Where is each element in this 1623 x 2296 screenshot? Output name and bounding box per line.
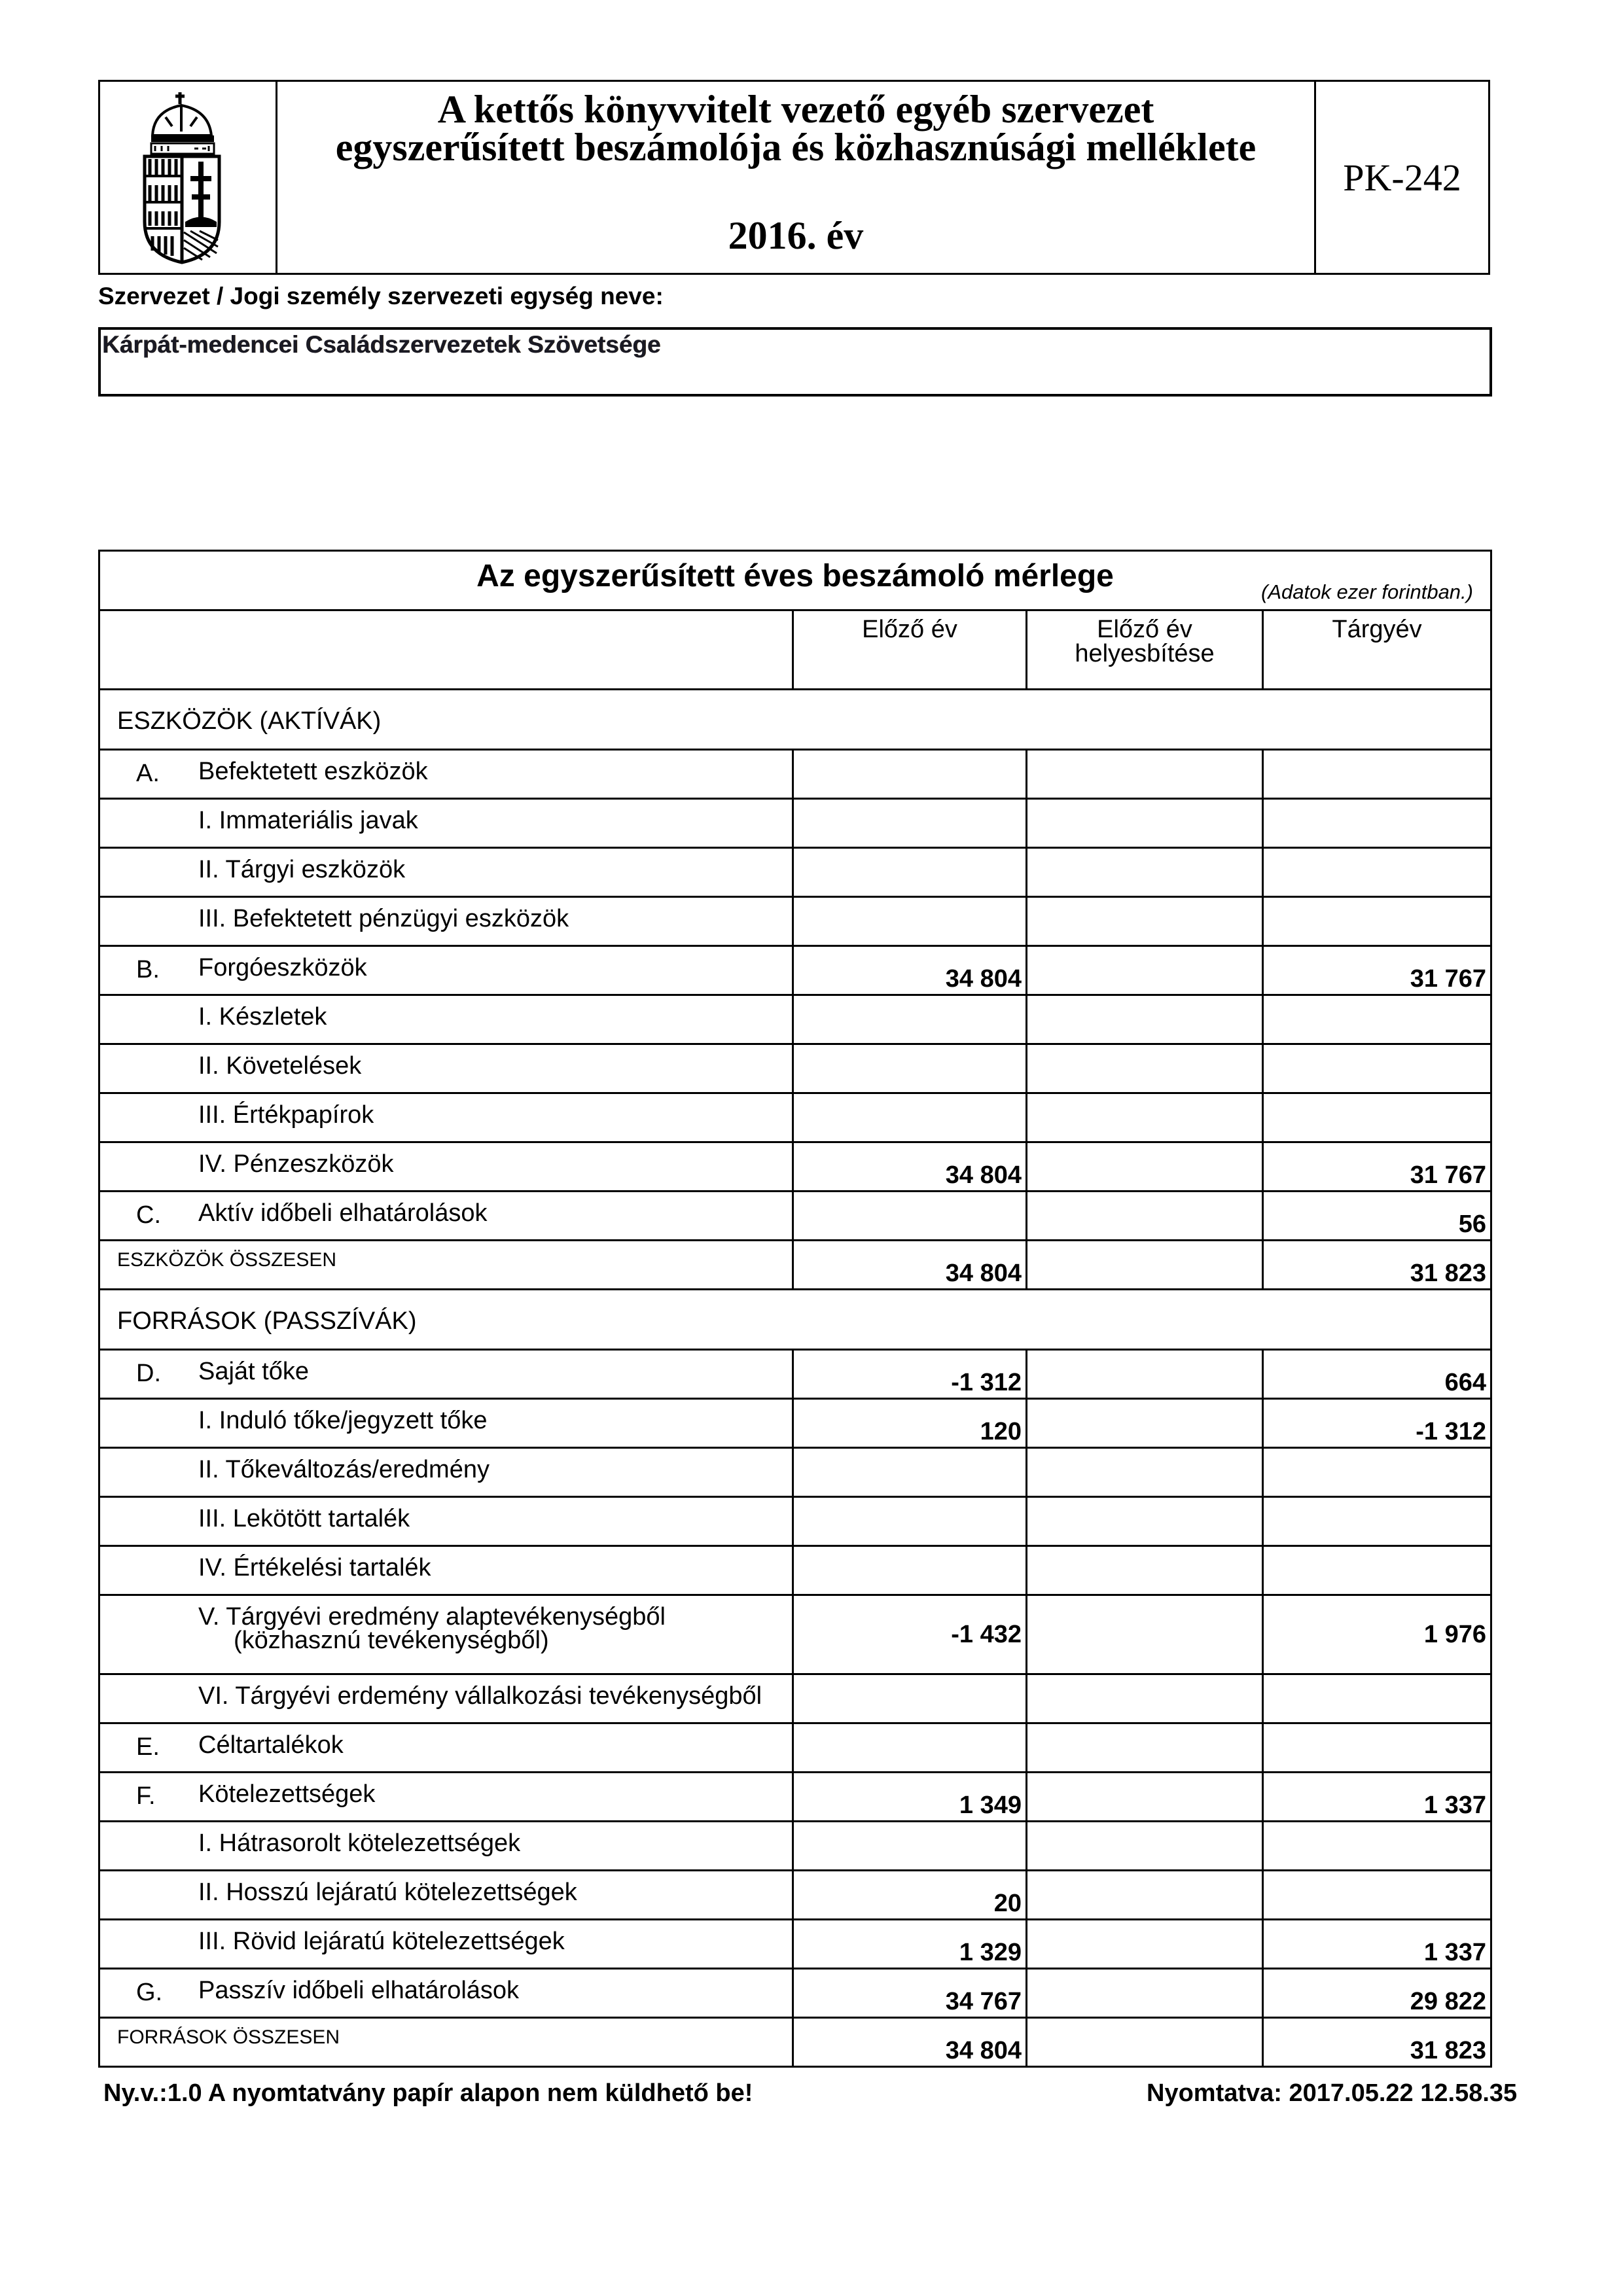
prev-year-value: [794, 751, 1026, 769]
row-label-cell: [99, 799, 793, 848]
current-year-value: [1264, 1498, 1490, 1516]
prev-year-value: [794, 1449, 1026, 1467]
row-label-cell: [99, 1448, 793, 1497]
form-title-line-1: A kettős könyvvitelt vezető egyéb szervezet: [437, 88, 1154, 131]
column-header-label: [99, 610, 793, 690]
total-row: [99, 1241, 1491, 1290]
row-label: Passzív időbeli elhatárolások: [198, 1977, 520, 2004]
balance-sheet-title: Az egyszerűsített éves beszámoló mérlege: [476, 559, 1114, 593]
correction-value-cell: [1027, 1871, 1263, 1920]
prev-year-value: 34 804: [945, 2037, 1022, 2064]
table-row: [99, 1192, 1491, 1241]
row-label-sub: (közhasznú tevékenységből): [234, 1627, 549, 1654]
prev-year-value: [794, 1498, 1026, 1516]
correction-value-cell: [1027, 1969, 1263, 2018]
current-year-value-cell: [1263, 799, 1491, 848]
form-title-line-2: egyszerűsített beszámolója és közhasznúsági melléklete: [335, 126, 1257, 169]
current-year-value-cell: [1263, 750, 1491, 799]
prev-year-value: [794, 1724, 1026, 1742]
prev-year-value-cell: [793, 1142, 1027, 1192]
prev-year-value: -1 312: [951, 1369, 1022, 1396]
current-year-value: [1264, 1675, 1490, 1693]
prev-year-value: [794, 849, 1026, 867]
current-year-value-cell: [1263, 946, 1491, 995]
assets-section-row: [99, 690, 1491, 750]
form-code: PK-242: [1343, 156, 1461, 199]
column-header-correction: Előző év helyesbítése: [1027, 610, 1263, 690]
current-year-value: [1264, 1094, 1490, 1112]
row-label: II. Hosszú lejáratú kötelezettségek: [198, 1879, 577, 1906]
current-year-value-cell: [1263, 1773, 1491, 1822]
current-year-value-cell: [1263, 1595, 1491, 1674]
row-letter: C.: [136, 1201, 161, 1229]
current-year-value: 664: [1444, 1369, 1486, 1396]
table-row: [99, 1044, 1491, 1093]
prev-year-value-cell: [793, 1822, 1027, 1871]
correction-value: [1027, 1675, 1262, 1693]
table-row: [99, 1773, 1491, 1822]
row-label-cell: [99, 1674, 793, 1723]
current-year-value: [1264, 1449, 1490, 1467]
correction-value-cell: [1027, 897, 1263, 946]
correction-value: [1027, 1045, 1262, 1063]
row-label: I. Készletek: [198, 1003, 327, 1031]
current-year-value-cell: [1263, 1546, 1491, 1595]
prev-year-value-cell: [793, 1920, 1027, 1969]
print-timestamp: Nyomtatva: 2017.05.22 12.58.35: [1147, 2079, 1518, 2107]
correction-value: [1027, 1498, 1262, 1516]
table-row: [99, 1546, 1491, 1595]
correction-value: [1027, 947, 1262, 965]
current-year-value: [1264, 898, 1490, 916]
prev-year-value-cell: [793, 946, 1027, 995]
total-label: ESZKÖZÖK ÖSSZESEN: [117, 1249, 337, 1271]
prev-year-value-cell: [793, 1448, 1027, 1497]
current-year-value: 56: [1458, 1210, 1486, 1238]
current-year-value: [1264, 1547, 1490, 1565]
current-year-value: [1264, 751, 1490, 769]
prev-year-value: 1 329: [959, 1939, 1022, 1966]
form-code-cell: [1314, 82, 1488, 273]
row-label: III. Értékpapírok: [198, 1101, 374, 1129]
row-label: Aktív időbeli elhatárolások: [198, 1199, 488, 1227]
correction-value: [1027, 1920, 1262, 1939]
prev-year-value-cell: [793, 1399, 1027, 1448]
row-label: Céltartalékok: [198, 1731, 344, 1759]
column-header-prev-year: Előző év: [793, 610, 1027, 690]
row-letter: B.: [136, 956, 160, 983]
row-label: IV. Értékelési tartalék: [198, 1554, 431, 1581]
correction-value: [1027, 1822, 1262, 1841]
correction-value: [1027, 1449, 1262, 1467]
prev-year-value-cell: [793, 1192, 1027, 1241]
row-label-cell: [99, 1399, 793, 1448]
total-label: FORRÁSOK ÖSSZESEN: [117, 2026, 340, 2048]
prev-year-value: 34 804: [945, 1260, 1022, 1287]
correction-value: [1027, 898, 1262, 916]
correction-value-cell: [1027, 1723, 1263, 1773]
current-year-value-cell: [1263, 897, 1491, 946]
table-row: [99, 750, 1491, 799]
current-year-value: 31 823: [1410, 2037, 1486, 2064]
correction-value-cell: [1027, 1674, 1263, 1723]
correction-value-cell: [1027, 1773, 1263, 1822]
prev-year-value-cell: [793, 1595, 1027, 1674]
prev-year-value: 20: [993, 1890, 1022, 1917]
table-row: [99, 1920, 1491, 1969]
correction-value: [1027, 1871, 1262, 1890]
row-label-cell: [99, 1241, 793, 1290]
row-letter: D.: [136, 1360, 161, 1387]
table-row: [99, 1674, 1491, 1723]
current-year-value-cell: [1263, 1920, 1491, 1969]
emblem-cell: [100, 82, 277, 273]
row-label: III. Befektetett pénzügyi eszközök: [198, 905, 569, 932]
prev-year-value-cell: [793, 1674, 1027, 1723]
prev-year-value-cell: [793, 1773, 1027, 1822]
balance-sheet-table: [98, 550, 1492, 2068]
current-year-value-cell: [1263, 995, 1491, 1044]
prev-year-value-cell: [793, 1723, 1027, 1773]
organization-label: Szervezet / Jogi személy szervezeti egység neve:: [98, 283, 664, 309]
row-label-cell: [99, 1723, 793, 1773]
correction-value-cell: [1027, 750, 1263, 799]
correction-value-cell: [1027, 1822, 1263, 1871]
correction-value: [1027, 1241, 1262, 1260]
table-row: [99, 1142, 1491, 1192]
form-year: 2016. év: [728, 214, 864, 257]
current-year-value-cell: [1263, 1192, 1491, 1241]
row-label-cell: [99, 1350, 793, 1399]
table-row: [99, 946, 1491, 995]
table-row: [99, 799, 1491, 848]
correction-value: [1027, 1969, 1262, 1988]
table-row: [99, 995, 1491, 1044]
row-label-cell: [99, 1093, 793, 1142]
row-label-cell: [99, 1142, 793, 1192]
correction-value-cell: [1027, 1142, 1263, 1192]
correction-value-cell: [1027, 2018, 1263, 2067]
prev-year-value: [794, 1192, 1026, 1210]
correction-value-cell: [1027, 1448, 1263, 1497]
row-letter: E.: [136, 1733, 160, 1761]
prev-year-value: 34 767: [945, 1988, 1022, 2015]
current-year-value: [1264, 1724, 1490, 1742]
title-cell: [277, 82, 1314, 273]
prev-year-value: [794, 996, 1026, 1014]
current-year-value-cell: [1263, 1723, 1491, 1773]
row-label: II. Követelések: [198, 1052, 362, 1080]
prev-year-value-cell: [793, 799, 1027, 848]
current-year-value: [1264, 1871, 1490, 1890]
table-row: [99, 1595, 1491, 1674]
form-version-note: Ny.v.:1.0 A nyomtatvány papír alapon nem küldhető be!: [103, 2079, 753, 2107]
prev-year-value-cell: [793, 995, 1027, 1044]
prev-year-value: -1 432: [951, 1621, 1022, 1648]
table-row: [99, 1448, 1491, 1497]
table-row: [99, 1723, 1491, 1773]
prev-year-value: 34 804: [945, 965, 1022, 993]
prev-year-value-cell: [793, 1241, 1027, 1290]
correction-value: [1027, 996, 1262, 1014]
current-year-value-cell: [1263, 1044, 1491, 1093]
current-year-value: -1 312: [1416, 1418, 1486, 1445]
prev-year-value: 120: [980, 1418, 1022, 1445]
correction-value-cell: [1027, 1241, 1263, 1290]
unit-note: (Adatok ezer forintban.): [1261, 580, 1473, 603]
column-header-row: [99, 610, 1491, 690]
current-year-value: 1 337: [1423, 1792, 1486, 1819]
row-label: II. Tárgyi eszközök: [198, 856, 406, 883]
correction-value: [1027, 1596, 1262, 1621]
row-label-cell: [99, 1192, 793, 1241]
row-label: Befektetett eszközök: [198, 758, 428, 785]
current-year-value-cell: [1263, 1969, 1491, 2018]
current-year-value-cell: [1263, 848, 1491, 897]
correction-value-cell: [1027, 848, 1263, 897]
row-label-cell: [99, 1969, 793, 2018]
current-year-value-cell: [1263, 1497, 1491, 1546]
current-year-value: 31 767: [1410, 1161, 1486, 1189]
row-label-cell: [99, 848, 793, 897]
prev-year-value-cell: [793, 1497, 1027, 1546]
row-label: III. Lekötött tartalék: [198, 1505, 410, 1532]
row-label: Saját tőke: [198, 1358, 309, 1385]
correction-value-cell: [1027, 1920, 1263, 1969]
hungarian-coat-of-arms-icon: [139, 91, 224, 268]
row-label: IV. Pénzeszközök: [198, 1150, 394, 1178]
table-row: [99, 1871, 1491, 1920]
row-label: III. Rövid lejáratú kötelezettségek: [198, 1928, 565, 1955]
current-year-value-cell: [1263, 1871, 1491, 1920]
correction-value: [1027, 751, 1262, 769]
liabilities-section-title: FORRÁSOK (PASSZÍVÁK): [117, 1307, 417, 1335]
organization-name: Kárpát-medencei Családszervezetek Szövetsége: [102, 331, 661, 358]
prev-year-value-cell: [793, 750, 1027, 799]
row-label: VI. Tárgyévi erdemény vállalkozási tevékenységből: [198, 1682, 762, 1710]
organization-name-field: [98, 327, 1492, 397]
correction-value-cell: [1027, 799, 1263, 848]
prev-year-value-cell: [793, 1969, 1027, 2018]
row-label-cell: [99, 995, 793, 1044]
current-year-value: [1264, 1822, 1490, 1841]
row-label-cell: [99, 1595, 793, 1674]
row-label-cell: [99, 2018, 793, 2067]
row-label-cell: [99, 1822, 793, 1871]
liabilities-section-row: [99, 1290, 1491, 1350]
correction-value: [1027, 1192, 1262, 1210]
column-header-current-year: Tárgyév: [1263, 610, 1491, 690]
row-label: V. Tárgyévi eredmény alaptevékenységből (közhasznú tevékenységből): [198, 1603, 666, 1654]
prev-year-value: [794, 898, 1026, 916]
correction-value: [1027, 1143, 1262, 1161]
row-label-cell: [99, 750, 793, 799]
correction-value: [1027, 2019, 1262, 2037]
table-row: [99, 1093, 1491, 1142]
correction-value-cell: [1027, 1546, 1263, 1595]
prev-year-value-cell: [793, 1546, 1027, 1595]
row-label: I. Immateriális javak: [198, 807, 418, 834]
row-label: II. Tőkeváltozás/eredmény: [198, 1456, 490, 1483]
current-year-value-cell: [1263, 2018, 1491, 2067]
prev-year-value-cell: [793, 848, 1027, 897]
current-year-value: 1 337: [1423, 1939, 1486, 1966]
current-year-value-cell: [1263, 1674, 1491, 1723]
correction-value: [1027, 1547, 1262, 1565]
correction-value: [1027, 849, 1262, 867]
correction-value-cell: [1027, 1595, 1263, 1674]
prev-year-value: [794, 1547, 1026, 1565]
correction-value-cell: [1027, 1093, 1263, 1142]
current-year-value: [1264, 800, 1490, 818]
prev-year-value-cell: [793, 2018, 1027, 2067]
correction-value: [1027, 800, 1262, 818]
correction-value: [1027, 1094, 1262, 1112]
correction-value: [1027, 1773, 1262, 1792]
current-year-value-cell: [1263, 1350, 1491, 1399]
current-year-value: 1 976: [1423, 1621, 1486, 1648]
total-row: [99, 2018, 1491, 2067]
prev-year-value: 1 349: [959, 1792, 1022, 1819]
table-row: [99, 848, 1491, 897]
row-label: Kötelezettségek: [198, 1780, 376, 1808]
current-year-value-cell: [1263, 1142, 1491, 1192]
prev-year-value: 34 804: [945, 1161, 1022, 1189]
prev-year-value-cell: [793, 1350, 1027, 1399]
prev-year-value: [794, 1045, 1026, 1063]
prev-year-value: [794, 1675, 1026, 1693]
correction-value-cell: [1027, 1192, 1263, 1241]
row-label: Forgóeszközök: [198, 954, 367, 981]
row-letter: F.: [136, 1782, 156, 1810]
prev-year-value-cell: [793, 1093, 1027, 1142]
current-year-value: [1264, 849, 1490, 867]
current-year-value-cell: [1263, 1093, 1491, 1142]
prev-year-value: [794, 1822, 1026, 1841]
correction-value: [1027, 1351, 1262, 1369]
current-year-value-cell: [1263, 1448, 1491, 1497]
correction-value-cell: [1027, 1044, 1263, 1093]
table-row: [99, 897, 1491, 946]
row-label-cell: [99, 1044, 793, 1093]
row-label-cell: [99, 1497, 793, 1546]
row-label-cell: [99, 1920, 793, 1969]
row-label: I. Induló tőke/jegyzett tőke: [198, 1407, 488, 1434]
form-header: [98, 80, 1490, 275]
current-year-value-cell: [1263, 1822, 1491, 1871]
current-year-value: 31 767: [1410, 965, 1486, 993]
current-year-value: 29 822: [1410, 1988, 1486, 2015]
correction-value-cell: [1027, 1497, 1263, 1546]
current-year-value: [1264, 996, 1490, 1014]
current-year-value-cell: [1263, 1241, 1491, 1290]
row-label: I. Hátrasorolt kötelezettségek: [198, 1829, 521, 1857]
table-row: [99, 1822, 1491, 1871]
assets-section-title: ESZKÖZÖK (AKTÍVÁK): [117, 707, 382, 735]
row-label-cell: [99, 897, 793, 946]
row-label-cell: [99, 946, 793, 995]
correction-value-cell: [1027, 1350, 1263, 1399]
correction-value: [1027, 1400, 1262, 1418]
table-row: [99, 1497, 1491, 1546]
correction-value-cell: [1027, 995, 1263, 1044]
correction-value-cell: [1027, 1399, 1263, 1448]
prev-year-value-cell: [793, 1044, 1027, 1093]
correction-value: [1027, 1724, 1262, 1742]
current-year-value: [1264, 1045, 1490, 1063]
prev-year-value-cell: [793, 1871, 1027, 1920]
table-row: [99, 1969, 1491, 2018]
table-title-row: [99, 551, 1491, 610]
current-year-value: 31 823: [1410, 1260, 1486, 1287]
prev-year-value: [794, 1094, 1026, 1112]
current-year-value-cell: [1263, 1399, 1491, 1448]
row-letter: A.: [136, 760, 160, 787]
correction-value-cell: [1027, 946, 1263, 995]
prev-year-value: [794, 800, 1026, 818]
table-row: [99, 1399, 1491, 1448]
row-label-cell: [99, 1546, 793, 1595]
row-letter: G.: [136, 1979, 163, 2006]
row-label-cell: [99, 1871, 793, 1920]
table-row: [99, 1350, 1491, 1399]
prev-year-value-cell: [793, 897, 1027, 946]
row-label-cell: [99, 1773, 793, 1822]
